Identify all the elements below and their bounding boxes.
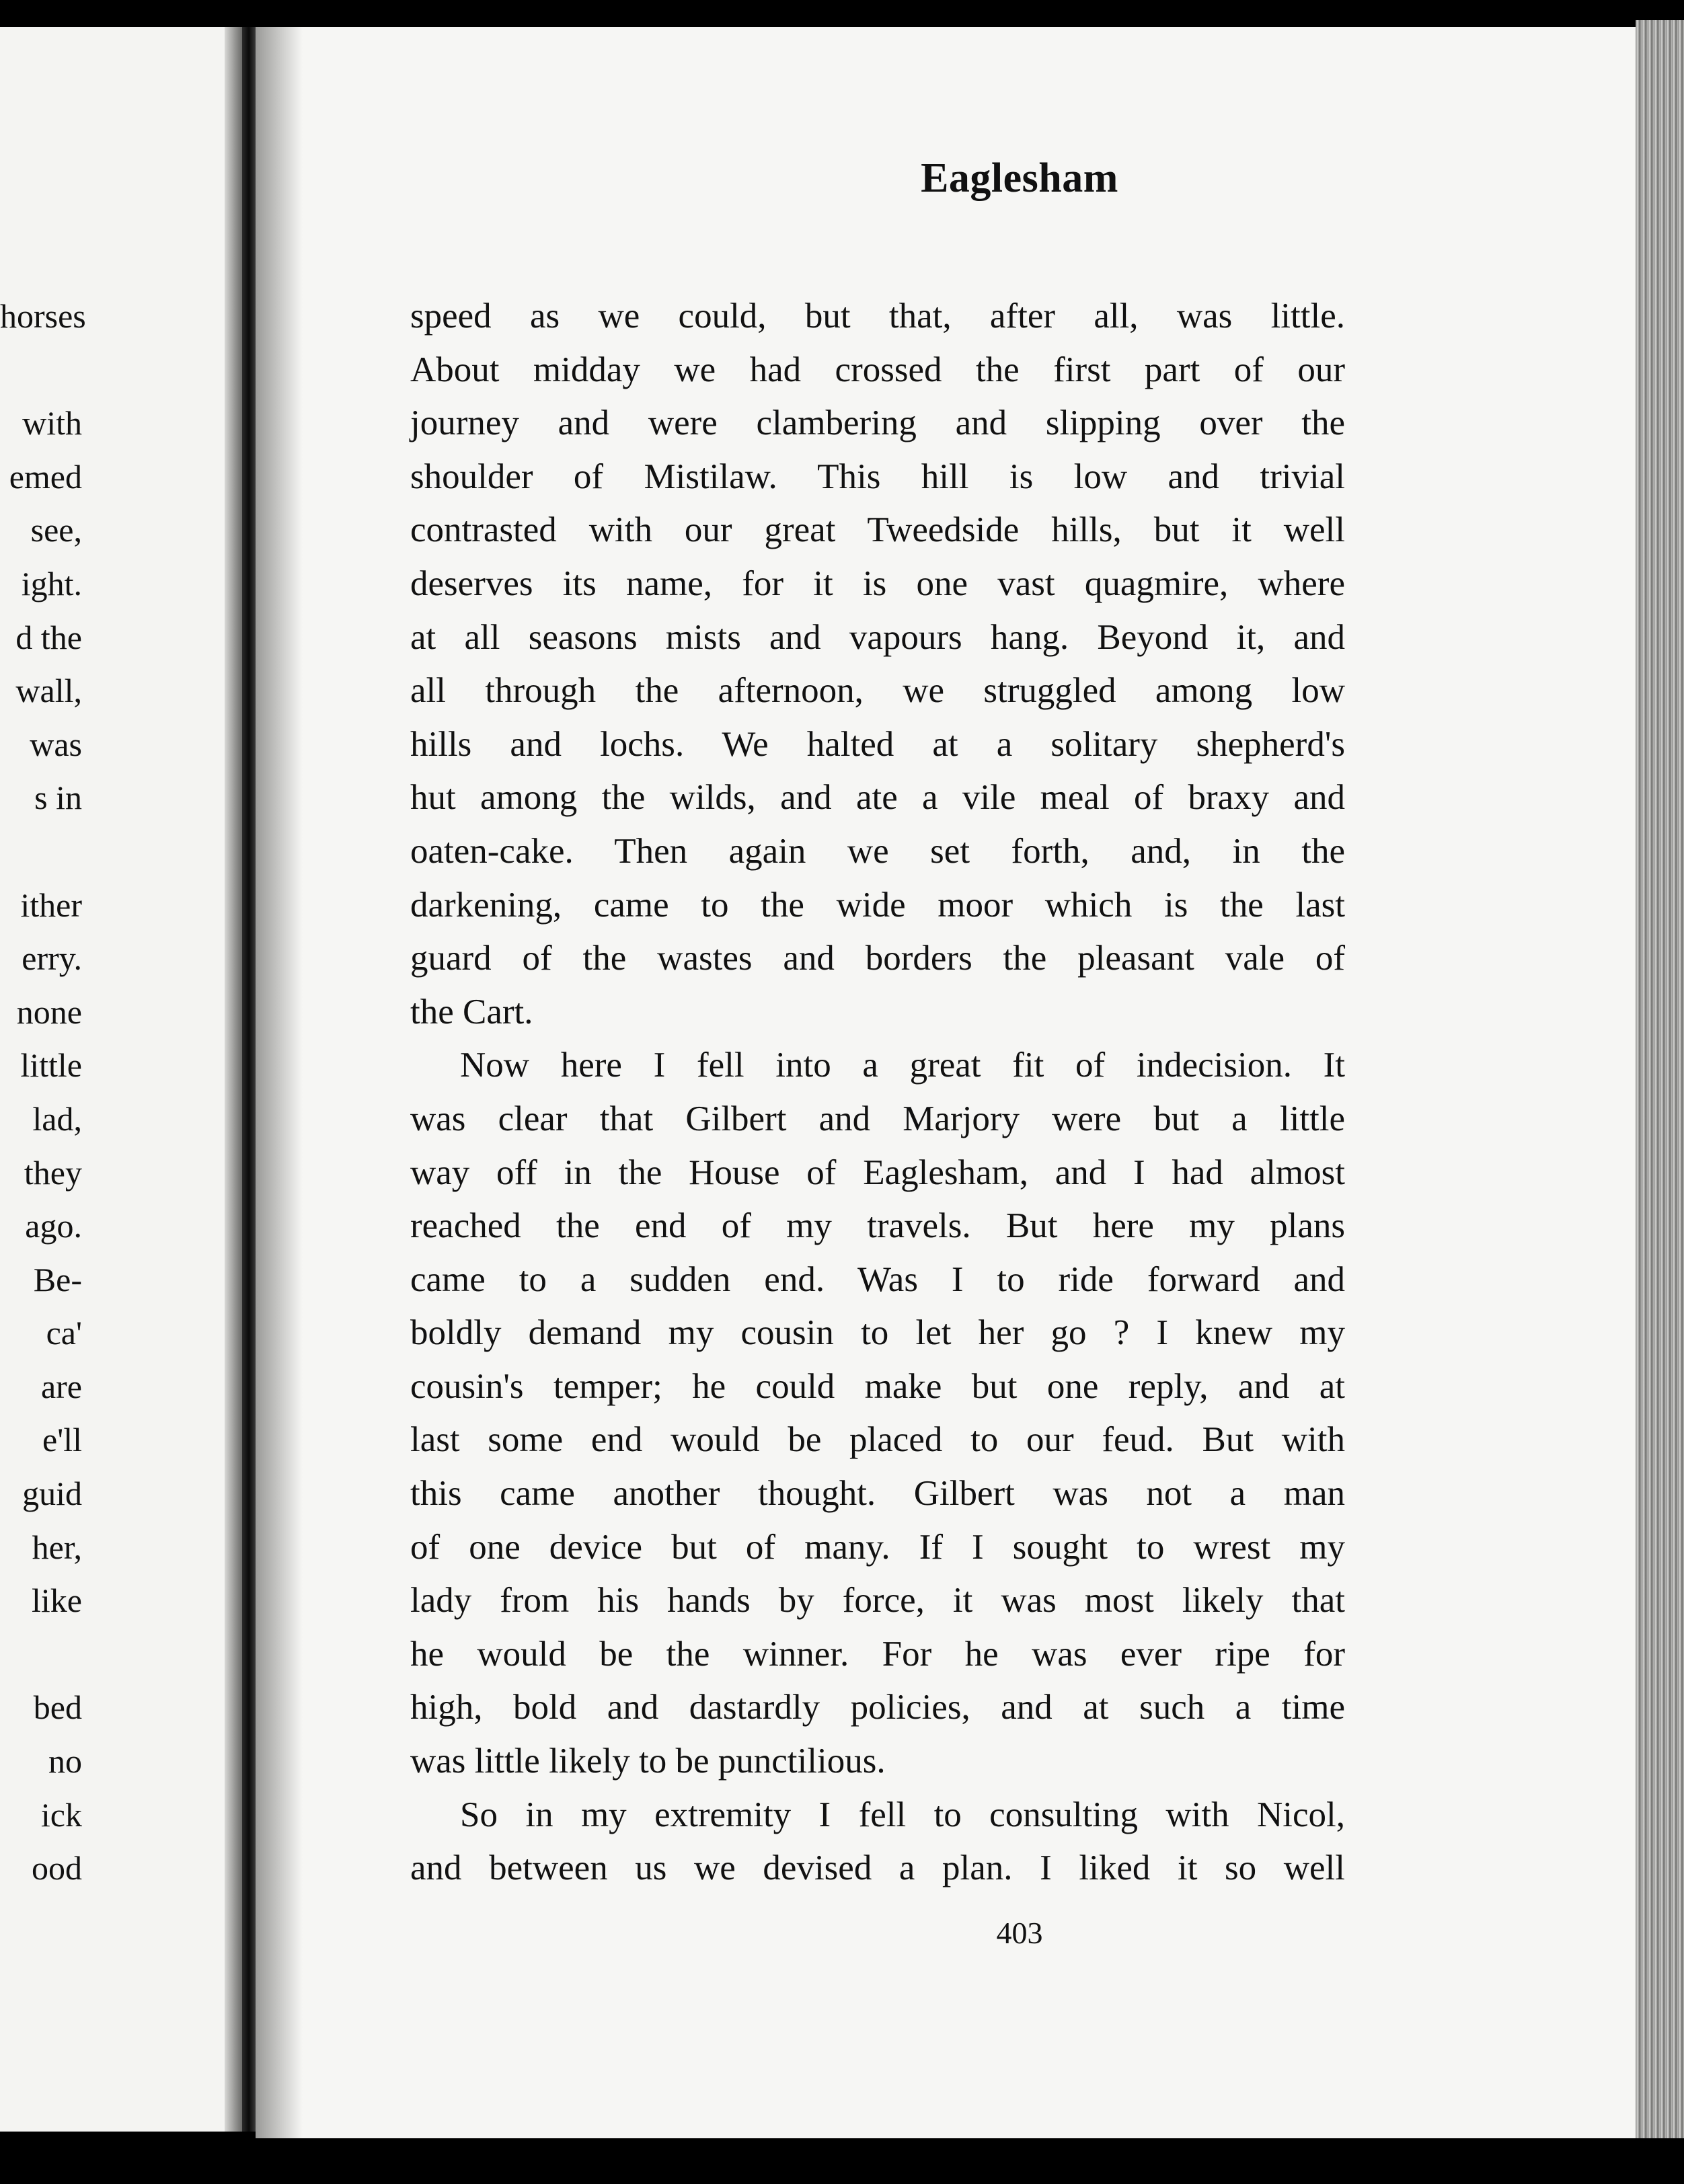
text-line: hills and lochs. We halted at a solitary shepherd's [410, 724, 1345, 764]
facing-page-line: are [40, 1367, 82, 1405]
facing-page-line: ood [32, 1849, 82, 1887]
facing-page-line: was [30, 725, 82, 763]
facing-page-line [0, 831, 82, 885]
main-page [256, 27, 1636, 2138]
facing-page-line: ither [20, 886, 82, 924]
facing-page-line: wall, [15, 672, 82, 710]
facing-page-line: none [16, 992, 82, 1031]
text-line: was little likely to be punctilious. [410, 1742, 886, 1781]
text-line: boldly demand my cousin to let her go ? I knew my [410, 1313, 1345, 1353]
text-line: the Cart. [410, 992, 533, 1031]
facing-page-line: ick [40, 1795, 82, 1834]
facing-page-line [0, 350, 82, 403]
text-line: journey and were clambering and slipping over the [410, 403, 1345, 443]
text-line: darkening, came to the wide moor which is the last [410, 885, 1345, 925]
text-line: speed as we could, but that, after all, was little. [410, 297, 1345, 336]
text-line: Now here I fell into a great fit of indecision. It [460, 1046, 1345, 1085]
text-line: was clear that Gilbert and Marjory were but a little [410, 1099, 1345, 1138]
text-line: way off in the House of Eaglesham, and I had almost [410, 1153, 1345, 1192]
text-line: he would be the winner. For he was ever ripe for [410, 1634, 1345, 1674]
facing-page-line: bed [33, 1688, 82, 1727]
text-line: reached the end of my travels. But here my plans [410, 1206, 1345, 1246]
text-line: high, bold and dastardly policies, and at such a time [410, 1688, 1345, 1727]
facing-page-line: ca' [46, 1314, 82, 1352]
facing-page-line: guid [22, 1475, 82, 1513]
facing-page-line: no [48, 1742, 82, 1781]
text-line: deserves its name, for it is one vast quagmire, where [410, 563, 1345, 603]
facing-page-line: lad, [32, 1099, 82, 1138]
facing-page-line: erry. [22, 939, 82, 978]
main-page-gutter-shadow [256, 27, 303, 2138]
text-line: contrasted with our great Tweedside hills, but it well [410, 510, 1345, 550]
facing-page-line: with [22, 404, 82, 442]
facing-page-line: her, [32, 1528, 82, 1566]
facing-page-line: like [32, 1582, 82, 1620]
facing-page-text [0, 296, 86, 1902]
text-line: lady from his hands by force, it was most likely that [410, 1581, 1345, 1621]
page-stack-edges [1636, 20, 1684, 2138]
facing-page-line: little [20, 1046, 82, 1085]
page-number: 403 [996, 1916, 1043, 1950]
facing-page-line [0, 1634, 82, 1688]
text-line: this came another thought. Gilbert was not a man [410, 1474, 1345, 1514]
facing-page-gutter-shadow [225, 27, 242, 2132]
facing-page-line: ago. [25, 1207, 82, 1245]
facing-page-line: horses [0, 297, 86, 335]
text-line: at all seasons mists and vapours hang. Beyond it, and [410, 617, 1345, 657]
facing-page-line: Be- [33, 1260, 82, 1298]
facing-page-line: they [24, 1153, 82, 1192]
text-line: of one device but of many. If I sought to wrest my [410, 1527, 1345, 1567]
text-line: hut among the wilds, and ate a vile meal of braxy and [410, 778, 1345, 818]
text-line: and between us we devised a plan. I liked it so well [410, 1848, 1345, 1888]
text-line: oaten-cake. Then again we set forth, and, in the [410, 831, 1345, 871]
text-line: So in my extremity I fell to consulting with Nicol, [460, 1795, 1345, 1834]
facing-page-line: ight. [21, 564, 82, 602]
text-line: came to a sudden end. Was I to ride forward and [410, 1259, 1345, 1299]
facing-page-line: d the [15, 618, 82, 656]
book-binding [242, 27, 256, 2132]
text-line: cousin's temper; he could make but one reply, and at [410, 1366, 1345, 1406]
text-line: guard of the wastes and borders the pleasant vale of [410, 939, 1345, 978]
facing-page-line: see, [30, 511, 82, 549]
facing-page-line: emed [9, 457, 82, 496]
text-line: shoulder of Mistilaw. This hill is low and trivial [410, 457, 1345, 496]
facing-page-line: e'll [42, 1421, 82, 1459]
running-head: Eaglesham [921, 155, 1118, 201]
text-line: About midday we had crossed the first part of our [410, 350, 1345, 389]
text-line: last some end would be placed to our feud. But with [410, 1420, 1345, 1460]
facing-page-line: s in [34, 779, 82, 817]
body-text [410, 296, 1614, 1902]
facing-page-lines [0, 296, 86, 1902]
text-line: all through the afternoon, we struggled among low [410, 671, 1345, 711]
facing-page [0, 27, 242, 2132]
